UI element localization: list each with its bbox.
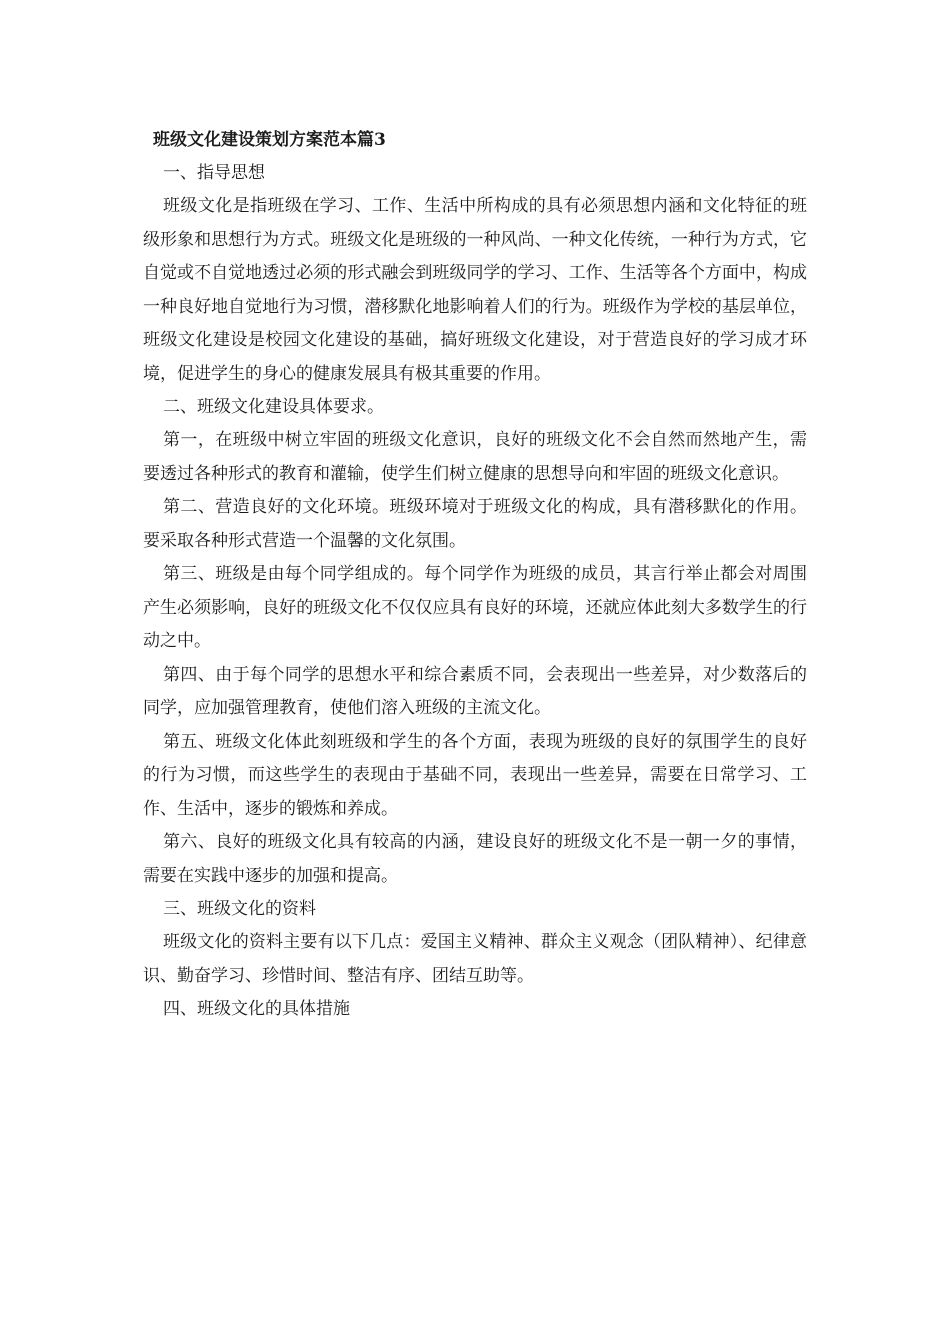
section-heading-guiding-thought: 一、指导思想 <box>163 163 265 183</box>
section-heading-measures: 四、班级文化的具体措施 <box>163 999 350 1019</box>
section-heading-materials: 三、班级文化的资料 <box>163 899 316 919</box>
paragraph-requirement-5: 第五、班级文化体此刻班级和学生的各个方面，表现为班级的良好的氛围学生的良好的行为习惯，而这些学生的表现由于基础不同，表现出一些差异，需要在日常学习、工作、生活中，逐步的锻炼和养成。 <box>143 731 807 819</box>
paragraph-definition: 班级文化是指班级在学习、工作、生活中所构成的具有必须思想内涵和文化特征的班级形象和思想行为方式。班级文化是班级的一种风尚、一种文化传统，一种行为方式，它自觉或不自觉地透过必须的形式融会到班级同学的学习、工作、生活等各个方面中，构成一种良好地自觉地行为习惯，潜移默化地影响着人们的行为。班级作为学校的基层单位，班级文化建设是校园文化建设的基础，搞好班级文化建设，对于营造良好的学习成才环境，促进学生的身心的健康发展具有极其重要的作用。 <box>143 196 807 384</box>
paragraph-requirement-6: 第六、良好的班级文化具有较高的内涵，建设良好的班级文化不是一朝一夕的事情，需要在实践中逐步的加强和提高。 <box>143 832 807 886</box>
section-heading-requirements: 二、班级文化建设具体要求。 <box>163 397 384 417</box>
document-title: 班级文化建设策划方案范本篇3 <box>153 130 386 150</box>
paragraph-requirement-1: 第一，在班级中树立牢固的班级文化意识，良好的班级文化不会自然而然地产生，需要透过各种形式的教育和灌输，使学生们树立健康的思想导向和牢固的班级文化意识。 <box>143 430 807 484</box>
document-body <box>143 124 807 1026</box>
paragraph-materials: 班级文化的资料主要有以下几点：爱国主义精神、群众主义观念（团队精神）、纪律意识、勤奋学习、珍惜时间、整洁有序、团结互助等。 <box>143 932 807 986</box>
paragraph-requirement-2: 第二、营造良好的文化环境。班级环境对于班级文化的构成，具有潜移默化的作用。要采取各种形式营造一个温馨的文化氛围。 <box>143 497 807 551</box>
paragraph-requirement-4: 第四、由于每个同学的思想水平和综合素质不同，会表现出一些差异，对少数落后的同学，应加强管理教育，使他们溶入班级的主流文化。 <box>143 664 807 718</box>
paragraph-requirement-3: 第三、班级是由每个同学组成的。每个同学作为班级的成员，其言行举止都会对周围产生必须影响，良好的班级文化不仅仅应具有良好的环境，还就应体此刻大多数学生的行动之中。 <box>143 564 807 651</box>
